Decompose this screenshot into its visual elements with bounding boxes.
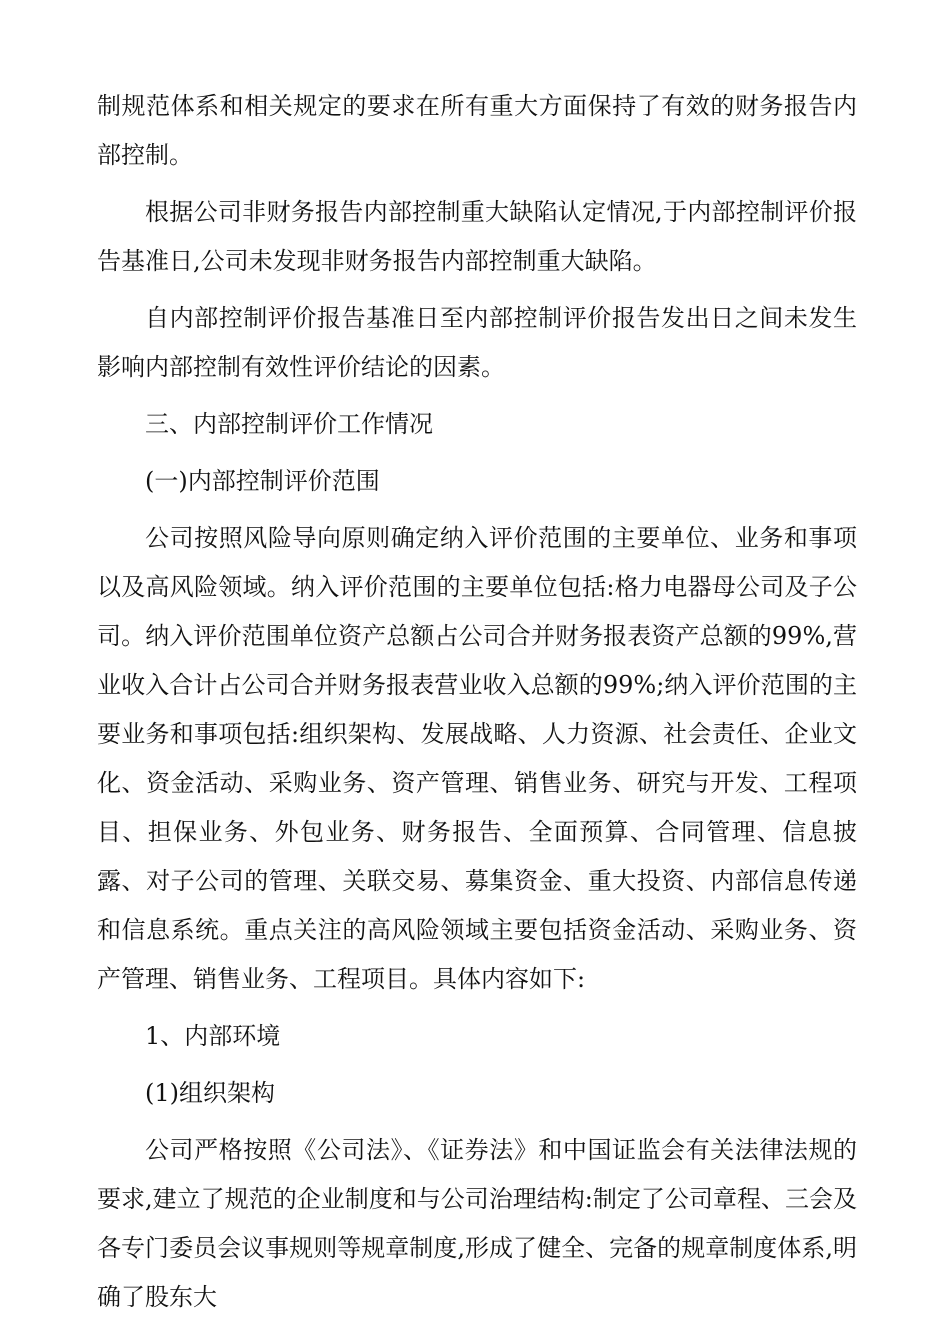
section-heading-evaluation-work: 三、内部控制评价工作情况 bbox=[145, 410, 433, 438]
paragraph-organizational-structure: 公司严格按照《公司法》、《证券法》和中国证监会有关法律法规的要求,建立了规范的企业制度和与公司治理结构:制定了公司章程、三会及各专门委员会议事规则等规章制度,形成了健全、完备的规章制度体系,明确了股东大 bbox=[97, 1136, 857, 1311]
paragraph-evaluation-scope: 公司按照风险导向原则确定纳入评价范围的主要单位、业务和事项以及高风险领域。纳入评价范围的主要单位包括:格力电器母公司及子公司。纳入评价范围单位资产总额占公司合并财务报表资产总额的99%,营业收入合计占公司合并财务报表营业收入总额的99%;纳入评价范围的主要业务和事项包括:组织架构、发展战略、人力资源、社会责任、企业文化、资金活动、采购业务、资产管理、销售业务、研究与开发、工程项目、担保业务、外包业务、财务报告、全面预算、合同管理、信息披露、对子公司的管理、关联交易、募集资金、重大投资、内部信息传递和信息系统。重点关注的高风险领域主要包括资金活动、采购业务、资产管理、销售业务、工程项目。具体内容如下: bbox=[97, 524, 857, 993]
heading-internal-environment: 1、内部环境 bbox=[145, 1022, 281, 1050]
document-body bbox=[97, 82, 857, 1330]
subsection-heading-evaluation-scope: (一)内部控制评价范围 bbox=[145, 467, 380, 495]
paragraph-nonfinancial-defects: 根据公司非财务报告内部控制重大缺陷认定情况,于内部控制评价报告基准日,公司未发现非财务报告内部控制重大缺陷。 bbox=[97, 198, 857, 275]
heading-organizational-structure: (1)组织架构 bbox=[145, 1079, 275, 1107]
paragraph-no-affecting-factors: 自内部控制评价报告基准日至内部控制评价报告发出日之间未发生影响内部控制有效性评价结论的因素。 bbox=[97, 304, 857, 381]
paragraph-continuation: 制规范体系和相关规定的要求在所有重大方面保持了有效的财务报告内部控制。 bbox=[97, 92, 857, 169]
